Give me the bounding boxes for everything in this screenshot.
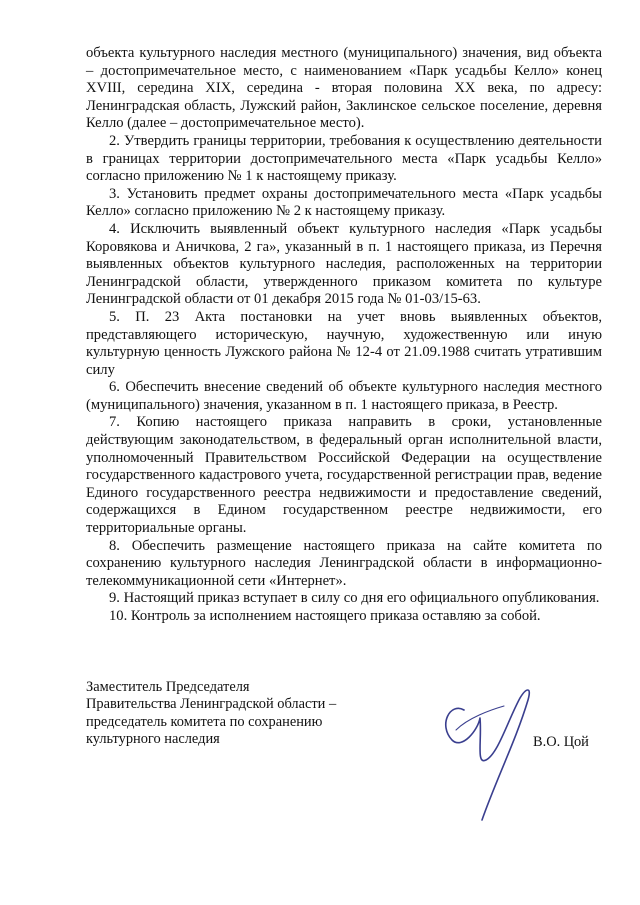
signatory-position-line: Заместитель Председателя	[86, 679, 250, 695]
signatory-name: В.О. Цой	[533, 734, 589, 750]
order-body-text	[86, 45, 602, 626]
item-8-publish-website: 8. Обеспечить размещение настоящего приказа на сайте комитета по сохранению культурного наследия Ленинградской области в информационно-телекоммуникационной сети «Интернет».	[86, 537, 602, 589]
item-3-protection-subject: 3. Установить предмет охраны достопримечательного места «Парк усадьбы Келло» согласно приложению № 2 к настоящему приказу.	[86, 185, 602, 220]
item-6-registry: 6. Обеспечить внесение сведений об объекте культурного наследия местного (муниципального) значения, указанном в п. 1 настоящего приказа, в Реестр.	[86, 379, 602, 413]
handwritten-signature	[420, 670, 540, 830]
item-9-entry-into-force: 9. Настоящий приказ вступает в силу со дня его официального опубликования.	[109, 590, 600, 607]
item-4-exclude-object: 4. Исключить выявленный объект культурного наследия «Парк усадьбы Коровякова и Аничкова, 2 га», указанный в п. 1 настоящего приказа, из Перечня выявленных объектов культурного наследия, расположенных на территории Ленинградской области, утвержденного приказом комитета по культуре Ленинградской области от 01 декабря 2015 года № 01-03/15-63.	[86, 220, 602, 308]
paragraph-continuation: объекта культурного наследия местного (муниципального) значения, вид объекта – достопримечательное место, с наименованием «Парк усадьбы Келло» конец XVIII, середина XIX, середина - вторая половина XX века, по адресу: Ленинградская область, Лужский район, Заклинское сельское поселение, деревня Келло (далее – достопримечательное место).	[86, 45, 602, 132]
item-5-act-void: 5. П. 23 Акта постановки на учет вновь выявленных объектов, представляющего историческую, научную, художественную или иную культурную ценность Лужского района № 12-4 от 21.09.1988 считать утратившим силу	[86, 308, 602, 378]
item-10-control: 10. Контроль за исполнением настоящего приказа оставляю за собой.	[109, 608, 541, 624]
signatory-position	[86, 679, 386, 749]
signatory-position-line: председатель комитета по сохранению	[86, 713, 323, 730]
signatory-position-line: культурного наследия	[86, 731, 220, 748]
item-7-send-copy: 7. Копию настоящего приказа направить в сроки, установленные действующим законодательством, в федеральный орган исполнительной власти, уполномоченный Правительством Российской Федерации на осуществление государственного кадастрового учета, государственной регистрации прав, ведение Единого государственного реестра недвижимости и предоставление сведений, содержащихся в Едином государственном реестре недвижимости, его территориальные органы.	[86, 414, 602, 537]
item-2-approve-boundaries: 2. Утвердить границы территории, требования к осуществлению деятельности в границах территории достопримечательного места «Парк усадьбы Келло» согласно приложению № 1 к настоящему приказу.	[86, 132, 602, 185]
signatory-position-line: Правительства Ленинградской области –	[86, 696, 337, 713]
